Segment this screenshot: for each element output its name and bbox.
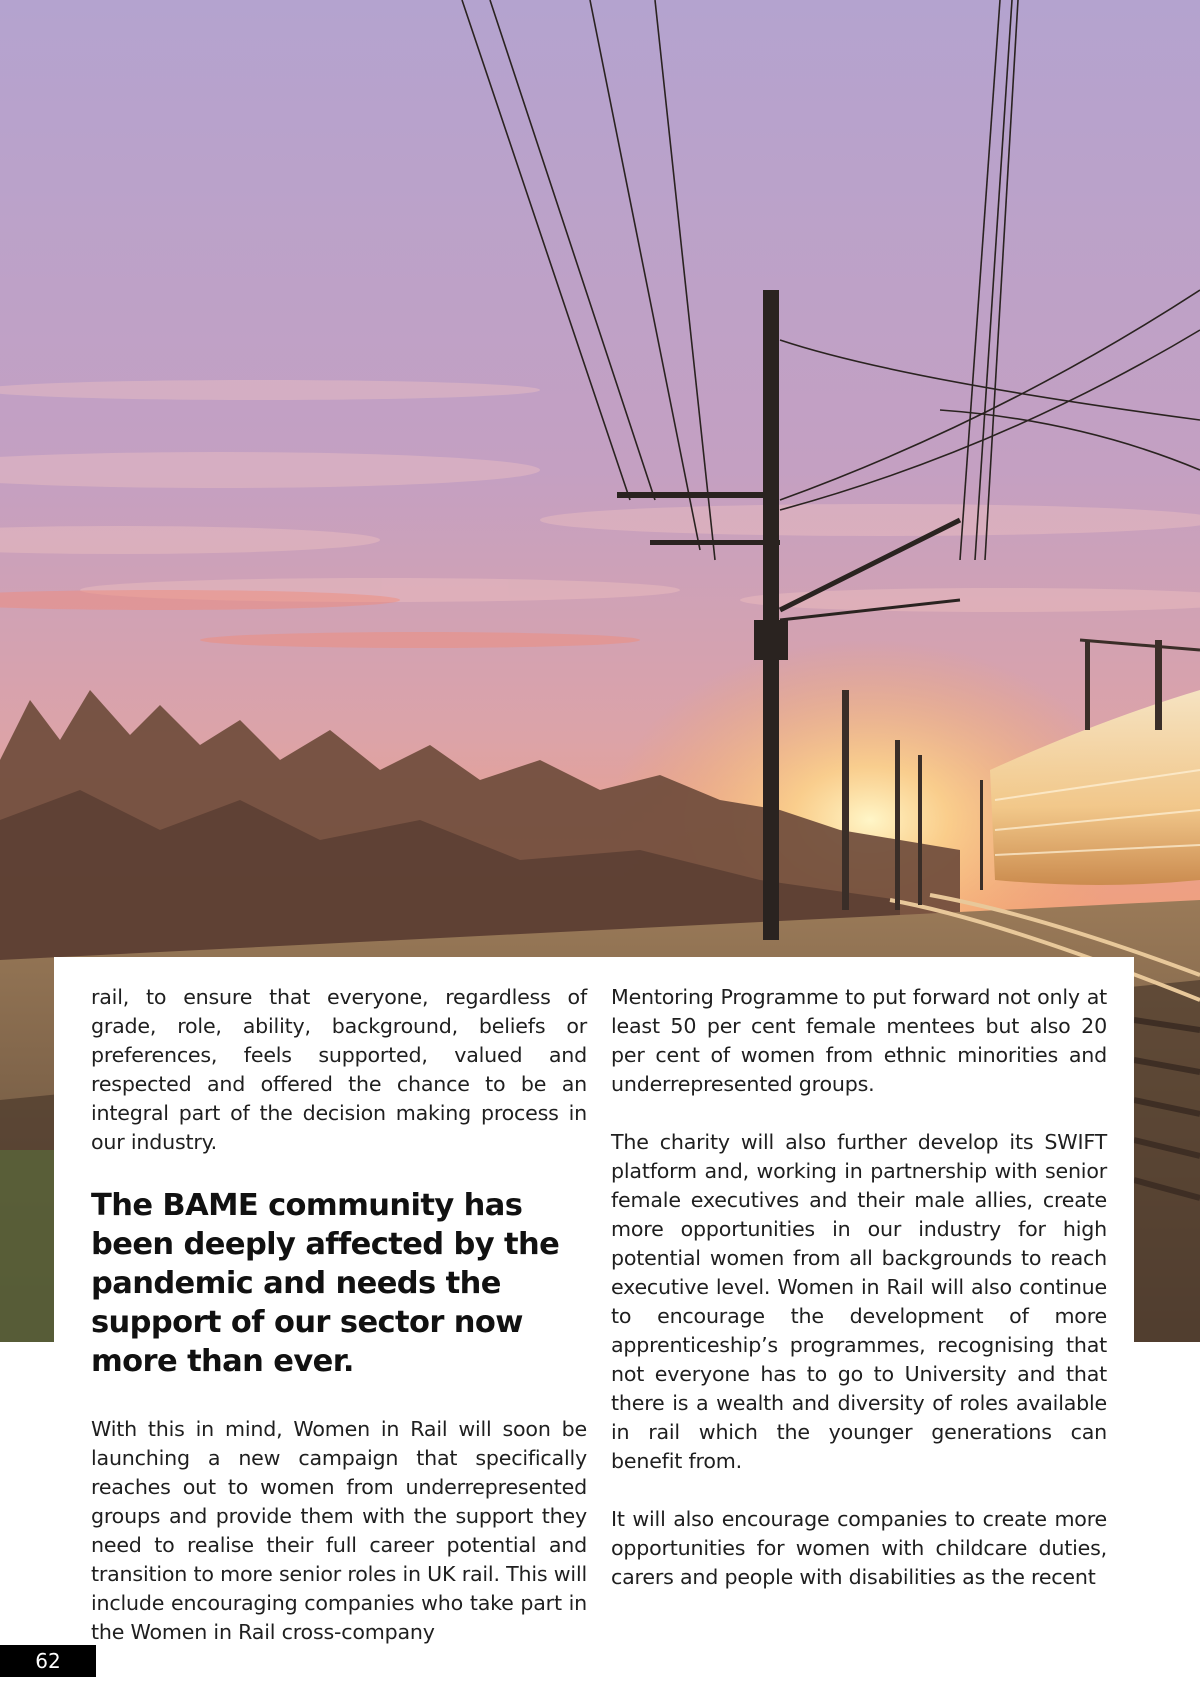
left-paragraph-2: With this in mind, Women in Rail will soon be launching a new campaign that specifically reaches out to women from underrepresented groups and provide them with the support they need to realise their full career potential and transition to more senior roles in UK rail. This will include encouraging companies who take part in the Women in Rail cross-company [91, 1417, 587, 1644]
page-number: 62 [0, 1645, 96, 1677]
right-paragraph-3: It will also encourage companies to create more opportunities for women with childcare duties, carers and people with disabilities as the recent [611, 1507, 1107, 1589]
left-column [91, 983, 587, 1676]
article-text-panel [54, 957, 1134, 1696]
right-paragraph-1: Mentoring Programme to put forward not only at least 50 per cent female mentees but also 20 per cent of women from ethnic minorities and underrepresented groups. [611, 985, 1107, 1096]
left-paragraph-1: rail, to ensure that everyone, regardless of grade, role, ability, background, beliefs or preferences, feels supported, valued and respected and offered the chance to be an integral part of the decision making process in our industry. [91, 985, 587, 1154]
pull-quote: The BAME community has been deeply affected by the pandemic and needs the support of our sector now more than ever. [91, 1188, 560, 1379]
right-paragraph-2: The charity will also further develop its SWIFT platform and, working in partnership with senior female executives and their male allies, create more opportunities in our industry for high potential women from all backgrounds to reach executive level. Women in Rail will also continue to encourage the development of more apprenticeship’s programmes, recognising that not everyone has to go to University and that there is a wealth and diversity of roles available in rail which the younger generations can benefit from. [611, 1130, 1107, 1473]
right-column [611, 983, 1107, 1621]
